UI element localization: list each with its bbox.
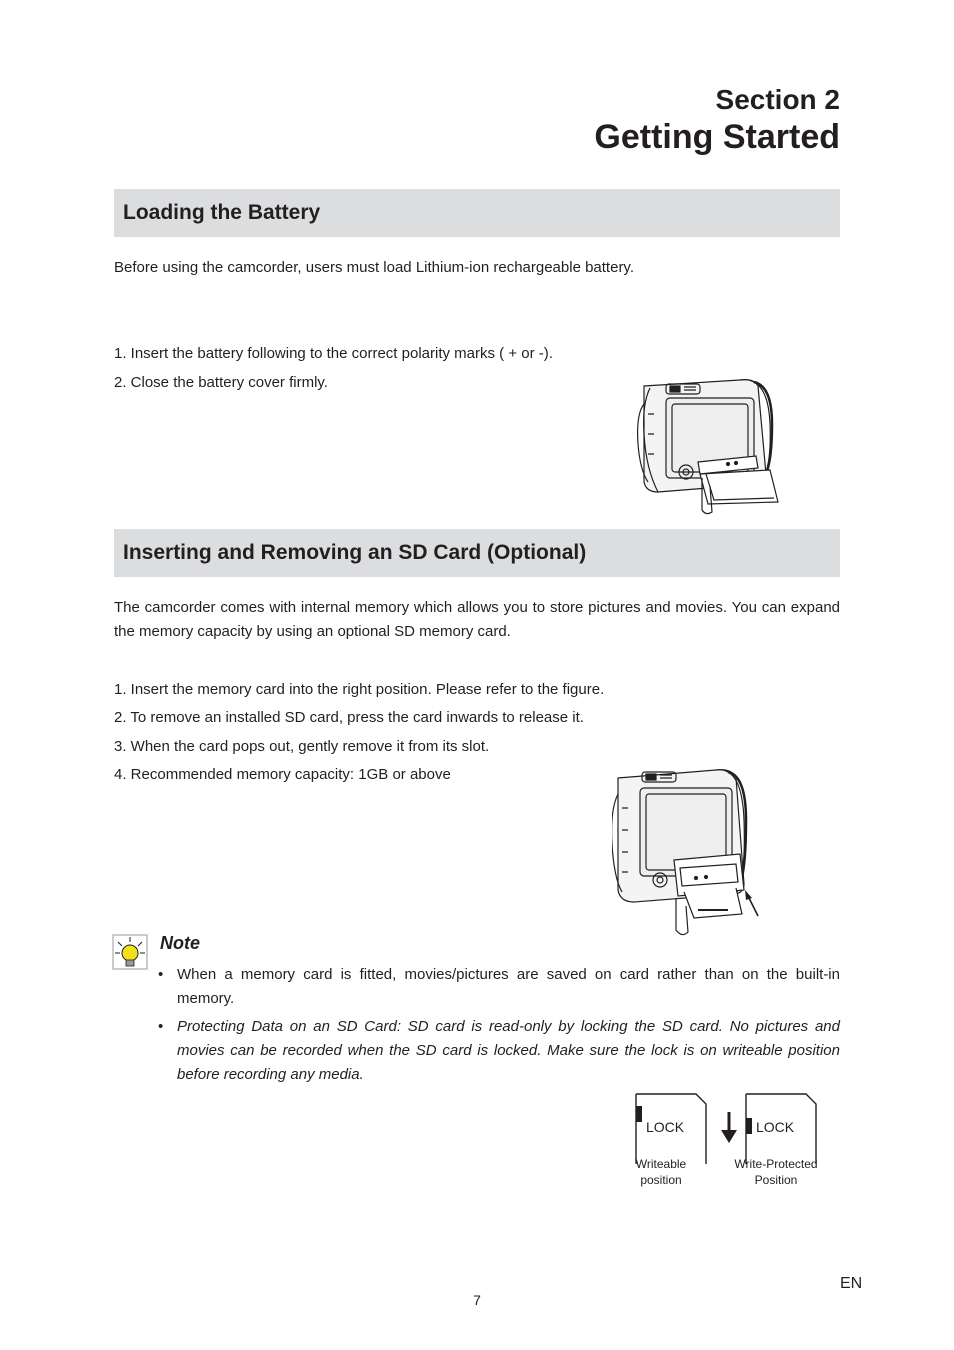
sdcard-heading-bar — [114, 529, 840, 577]
writeable-caption — [616, 1156, 706, 1188]
sdcard-intro: The camcorder comes with internal memory which allows you to store pictures and movies. You can expand the memory capacity by using an optional SD memory card. — [114, 599, 840, 640]
note-item-2-rest: SD card is read-only by locking the SD card. No pictures and movies can be recorded when the SD card is locked. Make sure the lock is on writeable position before recording any media. — [177, 1018, 840, 1083]
note-item-2 — [177, 1015, 840, 1087]
note-item-1: When a memory card is fitted, movies/pictures are saved on card rather than on the built-in memory. — [177, 966, 840, 1007]
sdcard-step-3: 3. When the card pops out, gently remove it from its slot. — [114, 738, 490, 755]
protected-caption-line1: Write-Protected — [734, 1157, 818, 1171]
sdcard-illustration — [612, 760, 772, 940]
protected-caption — [726, 1156, 826, 1188]
note-bullet-1: • — [158, 966, 164, 983]
note-item-2-lead: Protecting Data on an SD Card: — [177, 1018, 401, 1035]
sdcard-step-4: 4. Recommended memory capacity: 1GB or above — [114, 766, 451, 783]
lock-label-writeable: LOCK — [646, 1119, 685, 1135]
battery-intro: Before using the camcorder, users must load Lithium-ion rechargeable battery. — [114, 259, 634, 276]
lightbulb-icon — [112, 934, 148, 970]
sdcard-heading: Inserting and Removing an SD Card (Optional) — [123, 541, 587, 564]
section-number: Section 2 — [715, 84, 840, 115]
page-title: Getting Started — [594, 118, 840, 156]
battery-heading-bar — [114, 189, 840, 237]
down-arrow-icon — [721, 1112, 737, 1143]
sdcard-step-2: 2. To remove an installed SD card, press the card inwards to release it. — [114, 709, 584, 726]
battery-heading: Loading the Battery — [123, 201, 321, 224]
writeable-caption-line2: position — [640, 1173, 682, 1187]
note-bullet-2: • — [158, 1018, 164, 1035]
lock-label-protected: LOCK — [756, 1119, 795, 1135]
page-number: 7 — [473, 1292, 481, 1308]
language-code: EN — [840, 1275, 863, 1292]
battery-illustration — [636, 374, 786, 520]
protected-caption-line2: Position — [754, 1173, 798, 1187]
battery-step-1: 1. Insert the battery following to the correct polarity marks ( + or -). — [114, 345, 553, 362]
push-arrow-icon — [745, 890, 758, 916]
battery-step-2: 2. Close the battery cover firmly. — [114, 374, 328, 391]
writeable-caption-line1: Writeable — [635, 1157, 687, 1171]
sdcard-lock-figure — [626, 1088, 826, 1166]
note-title: Note — [160, 933, 200, 953]
sdcard-step-1: 1. Insert the memory card into the right position. Please refer to the figure. — [114, 681, 605, 698]
